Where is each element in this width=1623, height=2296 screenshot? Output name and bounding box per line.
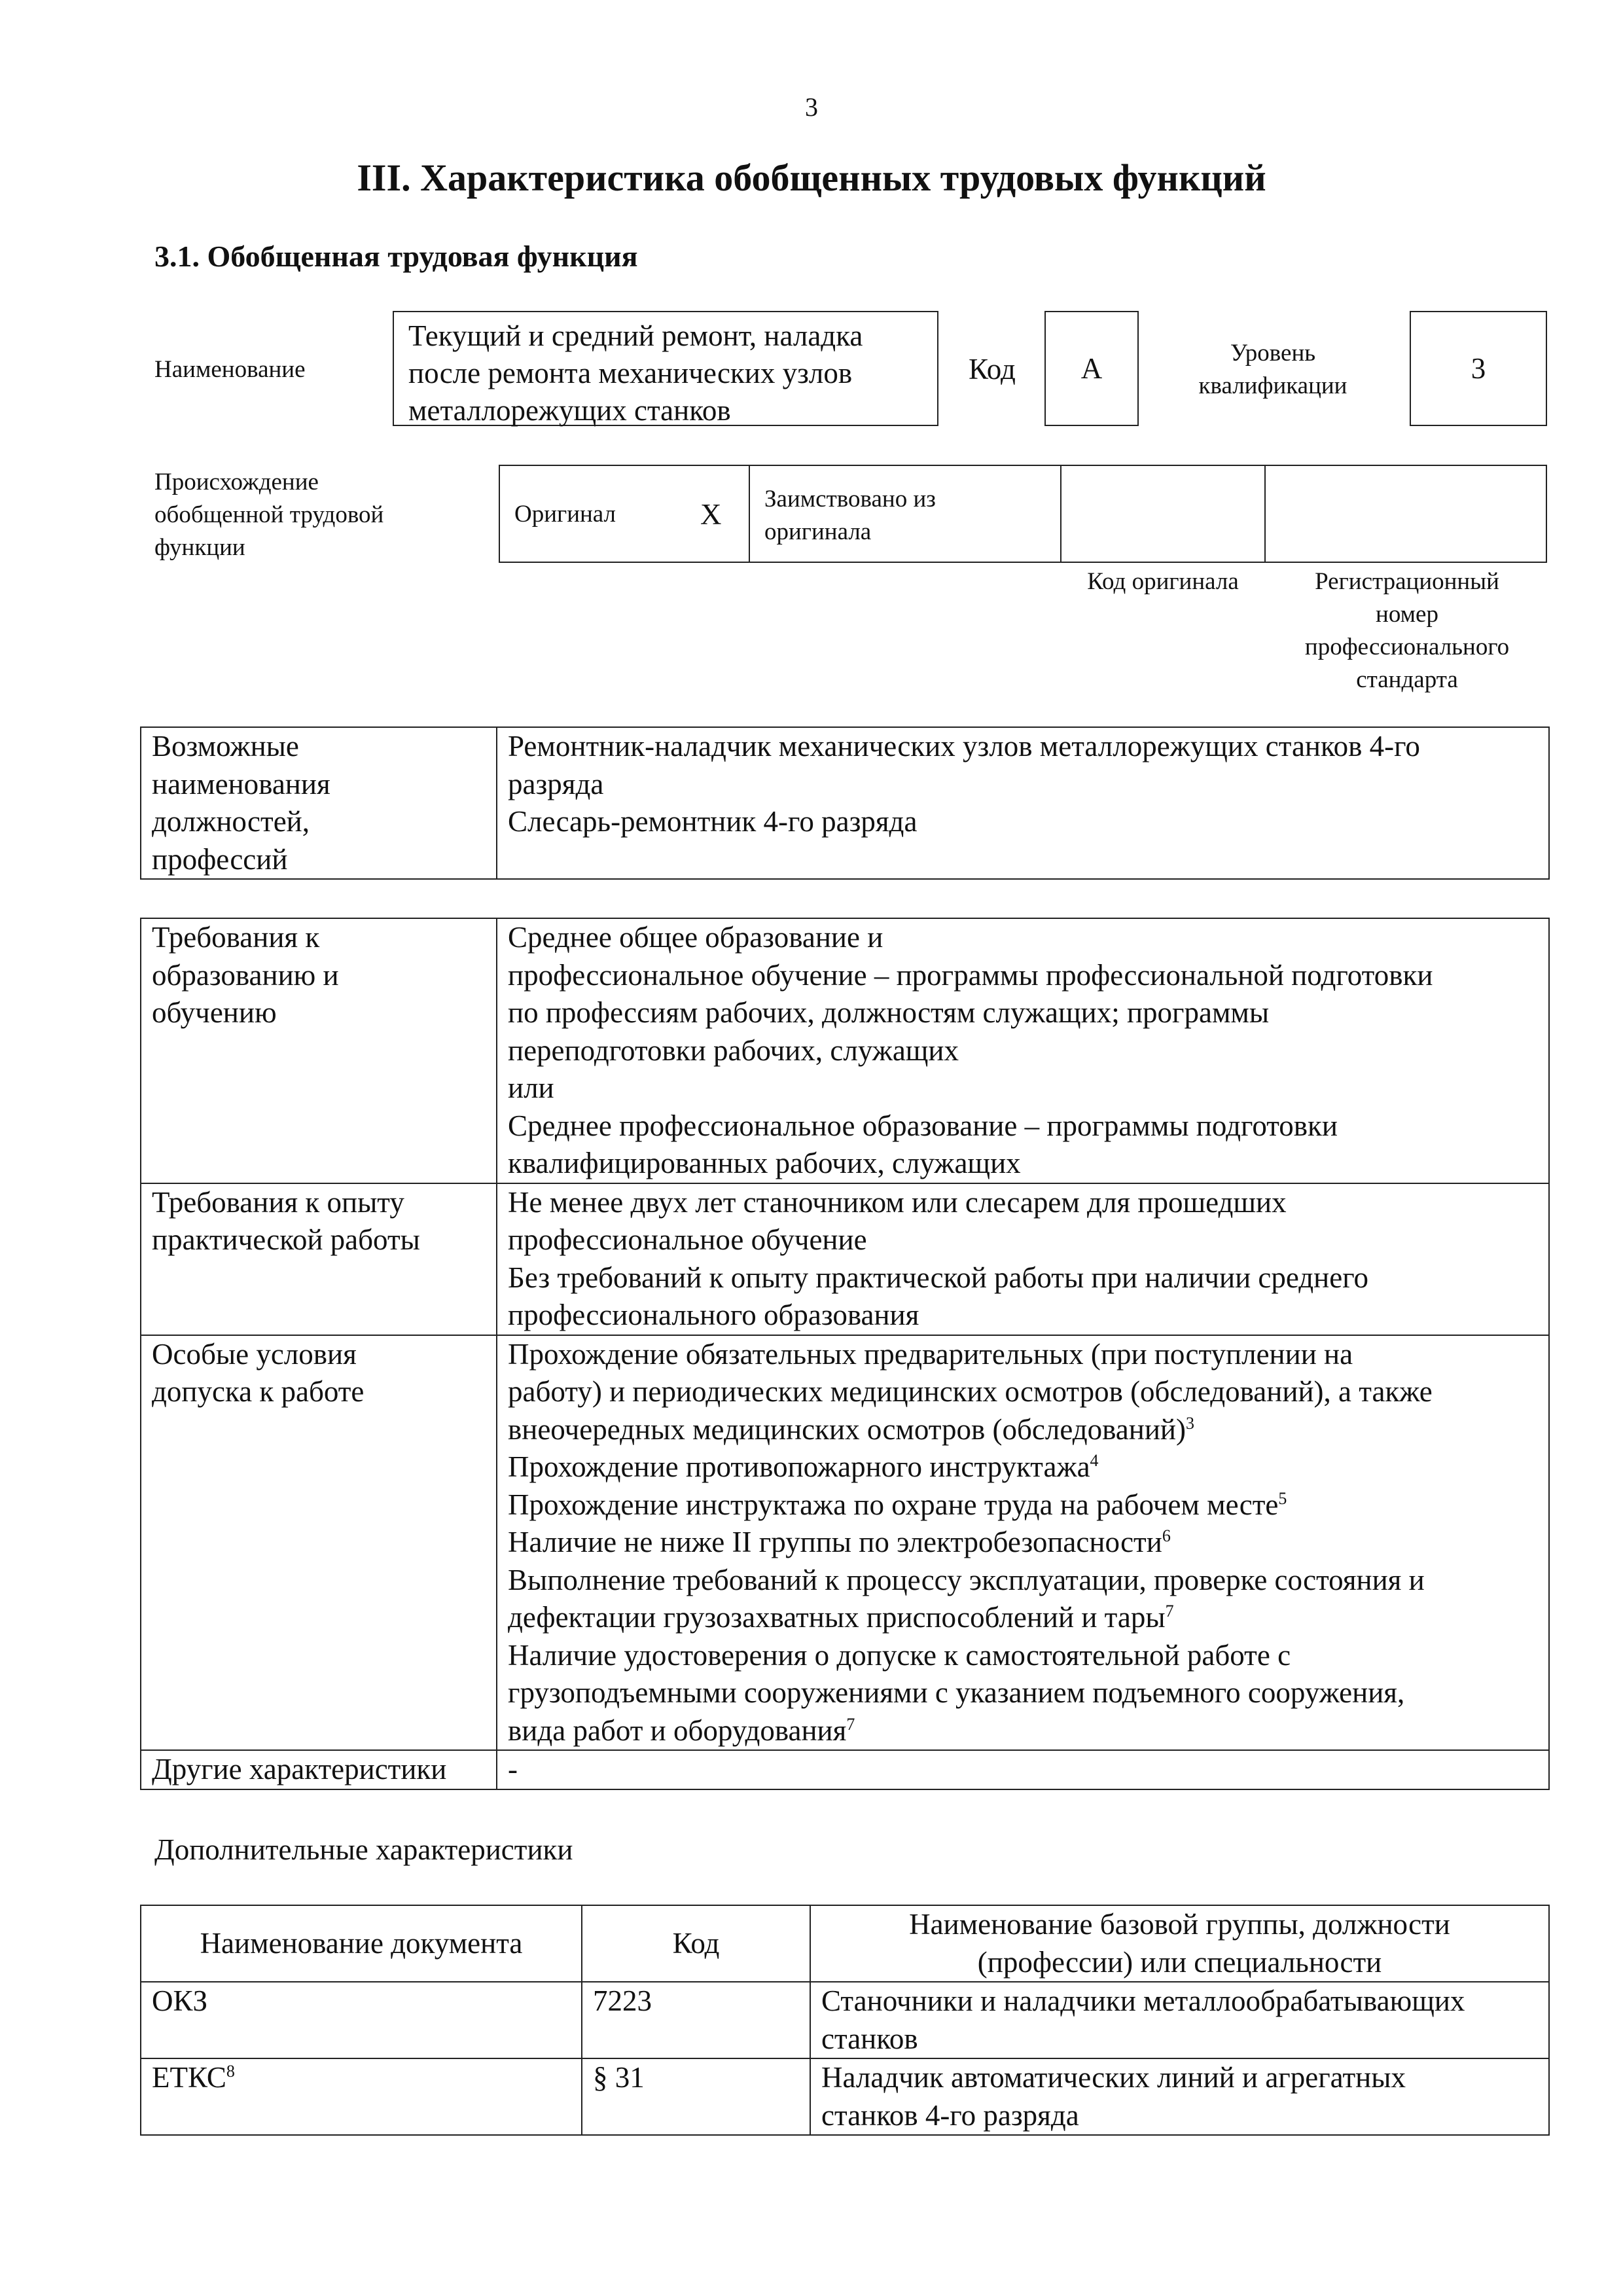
group-line: станков bbox=[821, 2022, 918, 2055]
row-value-line: работу) и периодических медицинских осмотров (обследований), а также bbox=[508, 1375, 1433, 1408]
level-value: 3 bbox=[1471, 351, 1486, 385]
positions-label-line: наименования bbox=[152, 767, 330, 800]
group-line: Наладчик автоматических линий и агрегатных bbox=[821, 2061, 1406, 2094]
reg-number-caption-line: стандарта bbox=[1356, 666, 1458, 693]
positions-value-line: Ремонтник-наладчик механических узлов металлорежущих станков 4-го bbox=[508, 730, 1420, 762]
positions-value-line: разряда bbox=[508, 767, 604, 800]
borrowed-cell bbox=[749, 465, 1061, 563]
code-cell: 7223 bbox=[582, 1982, 810, 2058]
row-value-line: - bbox=[508, 1753, 518, 1785]
row-value-line: квалифицированных рабочих, служащих bbox=[508, 1147, 1021, 1179]
reg-number-cell bbox=[1264, 465, 1547, 563]
group-line: станков 4-го разряда bbox=[821, 2098, 1079, 2132]
code-value-box bbox=[1044, 311, 1139, 426]
code-cell: § 31 bbox=[582, 2058, 810, 2135]
row-value-line: Наличие не ниже II группы по электробезопасности$^6$ bbox=[508, 1526, 1171, 1558]
row-label-line: Требования к bbox=[152, 921, 320, 954]
experience-label-cell bbox=[141, 1183, 497, 1335]
original-mark: X bbox=[700, 498, 722, 531]
row-value-line: по профессиям рабочих, должностям служащих; программы bbox=[508, 996, 1270, 1029]
row-label-line: практической работы bbox=[152, 1223, 420, 1256]
borrowed-label-line: оригинала bbox=[764, 518, 872, 545]
row-value-line: профессиональное обучение – программы профессиональной подготовки bbox=[508, 958, 1433, 992]
positions-label-line: должностей, bbox=[152, 805, 310, 838]
code-label: Код bbox=[969, 353, 1016, 386]
level-label-line: Уровень bbox=[1230, 340, 1316, 367]
level-label-line: квалификации bbox=[1198, 372, 1347, 399]
footnote-ref: 8 bbox=[226, 2062, 235, 2081]
origin-label-line: обобщенной трудовой bbox=[154, 501, 384, 528]
table-row bbox=[141, 1750, 1549, 1789]
positions-value-line: Слесарь-ремонтник 4-го разряда bbox=[508, 805, 918, 838]
other-label-cell bbox=[141, 1750, 497, 1789]
row-label-line: обучению bbox=[152, 996, 277, 1029]
group-line: Станочники и наладчики металлообрабатывающих bbox=[821, 1984, 1465, 2017]
additional-table bbox=[140, 1905, 1550, 2136]
group-cell bbox=[810, 2058, 1549, 2135]
level-label bbox=[1171, 337, 1374, 403]
positions-value-cell bbox=[497, 727, 1549, 879]
row-value-line: грузоподъемными сооружениями с указанием подъемного сооружения, bbox=[508, 1676, 1405, 1709]
row-value-line: Прохождение инструктажа по охране труда на рабочем месте$^5$ bbox=[508, 1488, 1287, 1521]
experience-value-cell bbox=[497, 1183, 1549, 1335]
row-value-line: внеочередных медицинских осмотров (обследований)$^3$ bbox=[508, 1412, 1194, 1446]
row-value-line: переподготовки рабочих, служащих bbox=[508, 1033, 959, 1067]
table-row bbox=[141, 727, 1549, 879]
function-name-line: Текущий и средний ремонт, наладка bbox=[408, 319, 863, 352]
original-cell bbox=[499, 465, 750, 563]
table-row bbox=[141, 1905, 1549, 1982]
row-value-line: Выполнение требований к процессу эксплуатации, проверке состояния и bbox=[508, 1563, 1425, 1596]
footnote-ref: 7 bbox=[1165, 1602, 1174, 1621]
function-name-box bbox=[393, 311, 938, 426]
row-value-line: Не менее двух лет станочником или слесарем для прошедших bbox=[508, 1185, 1287, 1219]
row-value-line: Среднее общее образование и bbox=[508, 921, 883, 954]
footnote-ref: 3 bbox=[1185, 1413, 1194, 1433]
row-value-line: Прохождение противопожарного инструктажа$^4$ bbox=[508, 1450, 1099, 1483]
footnote-ref: 6 bbox=[1162, 1526, 1171, 1545]
function-name-line: металлорежущих станков bbox=[408, 394, 731, 427]
origin-label-line: Происхождение bbox=[154, 469, 319, 495]
header-code: Код bbox=[582, 1905, 810, 1982]
table-row bbox=[141, 1982, 1549, 2058]
footnote-ref: 4 bbox=[1090, 1451, 1099, 1470]
positions-table bbox=[140, 726, 1550, 880]
origin-label bbox=[154, 466, 383, 564]
original-label: Оригинал bbox=[514, 501, 616, 528]
table-row bbox=[141, 2058, 1549, 2135]
name-label: Наименование bbox=[154, 356, 306, 383]
requirements-table bbox=[140, 918, 1550, 1790]
special-conditions-label-cell bbox=[141, 1335, 497, 1751]
special-conditions-value-cell bbox=[497, 1335, 1549, 1751]
borrowed-label-line: Заимствовано из bbox=[764, 486, 936, 512]
code-value: А bbox=[1080, 351, 1103, 385]
table-row bbox=[141, 1335, 1549, 1751]
footnote-ref: 7 bbox=[846, 1714, 855, 1734]
row-value-line: дефектации грузозахватных приспособлений и тары$^7$ bbox=[508, 1601, 1174, 1634]
reg-number-caption-line: профессионального bbox=[1304, 634, 1510, 660]
row-label-line: образованию и bbox=[152, 958, 339, 992]
code-original-caption: Код оригинала bbox=[1087, 568, 1239, 595]
doc-cell: ОКЗ bbox=[141, 1982, 582, 2058]
section-title: III. Характеристика обобщенных трудовых функций bbox=[357, 156, 1266, 199]
positions-label-line: профессий bbox=[152, 842, 288, 876]
origin-label-line: функции bbox=[154, 534, 245, 561]
requirements-label-cell bbox=[141, 918, 497, 1183]
level-value-box bbox=[1410, 311, 1547, 426]
other-value-cell bbox=[497, 1750, 1549, 1789]
requirements-value-cell bbox=[497, 918, 1549, 1183]
reg-number-caption-line: Регистрационный bbox=[1315, 568, 1499, 595]
row-value-line: профессиональное обучение bbox=[508, 1223, 867, 1256]
footnote-ref: 5 bbox=[1278, 1488, 1287, 1508]
reg-number-caption-line: номер bbox=[1376, 601, 1438, 628]
additional-heading: Дополнительные характеристики bbox=[154, 1833, 573, 1866]
subsection-title: 3.1. Обобщенная трудовая функция bbox=[154, 240, 638, 273]
row-value-line: Наличие удостоверения о допуске к самостоятельной работе с bbox=[508, 1638, 1291, 1672]
code-original-cell bbox=[1060, 465, 1266, 563]
row-value-line: или bbox=[508, 1071, 554, 1104]
positions-label-line: Возможные bbox=[152, 730, 299, 762]
function-name-line: после ремонта механических узлов bbox=[408, 357, 853, 389]
page-number: 3 bbox=[805, 92, 818, 122]
doc-cell: ЕТКС$^8$ bbox=[141, 2058, 582, 2135]
table-row bbox=[141, 1183, 1549, 1335]
row-value-line: Без требований к опыту практической работы при наличии среднего bbox=[508, 1261, 1369, 1294]
header-group-line: Наименование базовой группы, должности bbox=[909, 1908, 1450, 1941]
row-label-line: допуска к работе bbox=[152, 1375, 365, 1408]
row-value-line: вида работ и оборудования$^7$ bbox=[508, 1713, 855, 1747]
header-document: Наименование документа bbox=[141, 1905, 582, 1982]
row-label-line: Особые условия bbox=[152, 1337, 357, 1371]
reg-number-caption bbox=[1270, 565, 1544, 696]
row-value-line: профессионального образования bbox=[508, 1299, 919, 1331]
header-group-line: (профессии) или специальности bbox=[977, 1945, 1382, 1979]
positions-label-cell bbox=[141, 727, 497, 879]
row-value-line: Прохождение обязательных предварительных (при поступлении на bbox=[508, 1337, 1353, 1371]
group-cell bbox=[810, 1982, 1549, 2058]
header-group bbox=[810, 1905, 1549, 1982]
row-value-line: Среднее профессиональное образование – программы подготовки bbox=[508, 1109, 1338, 1142]
row-label-line: Требования к опыту bbox=[152, 1185, 404, 1219]
table-row bbox=[141, 918, 1549, 1183]
row-label-line: Другие характеристики bbox=[152, 1753, 447, 1785]
